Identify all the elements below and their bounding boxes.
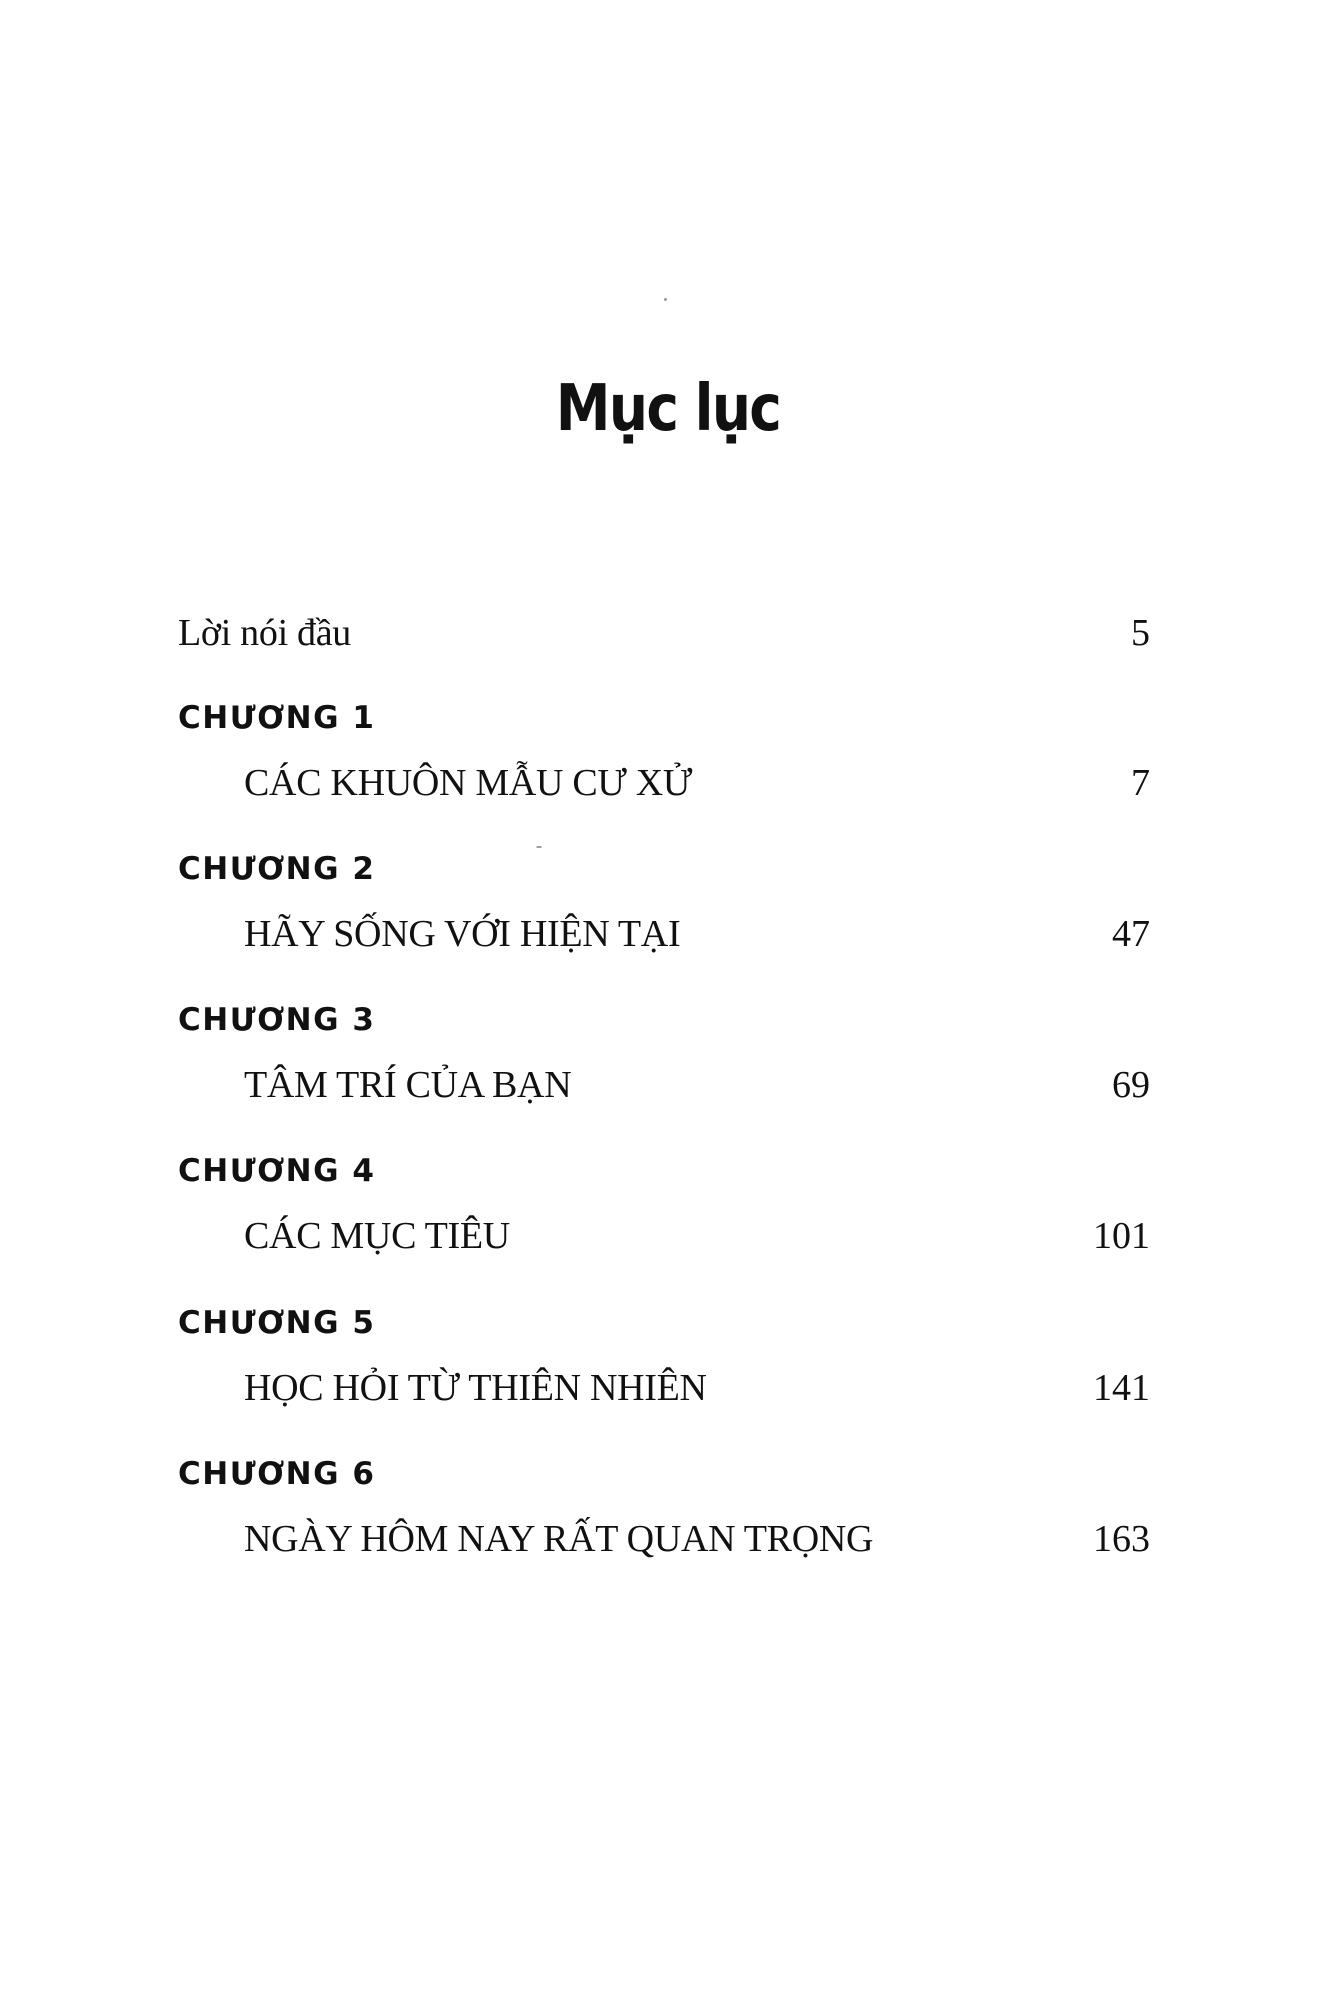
scan-speck	[664, 298, 667, 301]
preface-label: Lời nói đầu	[178, 612, 351, 654]
chapter-title: NGÀY HÔM NAY RẤT QUAN TRỌNG	[244, 1518, 874, 1560]
chapter-heading: CHƯƠNG 1	[178, 700, 376, 736]
toc-entry-chapter-2	[244, 909, 1150, 959]
chapter-page-number: 101	[1093, 1215, 1150, 1257]
chapter-heading: CHƯƠNG 2	[178, 851, 376, 887]
toc-entry-chapter-1	[244, 758, 1150, 808]
toc-entry-chapter-5	[244, 1363, 1150, 1413]
chapter-page-number: 7	[1131, 762, 1150, 804]
toc-entry-preface	[178, 608, 1150, 658]
chapter-title: CÁC KHUÔN MẪU CƯ XỬ	[244, 762, 693, 804]
chapter-page-number: 163	[1093, 1518, 1150, 1560]
chapter-heading: CHƯƠNG 6	[178, 1456, 376, 1492]
chapter-title: HỌC HỎI TỪ THIÊN NHIÊN	[244, 1367, 707, 1409]
chapter-heading: CHƯƠNG 5	[178, 1305, 376, 1341]
chapter-title: HÃY SỐNG VỚI HIỆN TẠI	[244, 913, 681, 955]
chapter-title: CÁC MỤC TIÊU	[244, 1215, 510, 1257]
toc-entry-chapter-4	[244, 1211, 1150, 1261]
chapter-title: TÂM TRÍ CỦA BẠN	[244, 1064, 572, 1106]
preface-page-number: 5	[1131, 612, 1150, 654]
chapter-heading: CHƯƠNG 4	[178, 1153, 376, 1189]
chapter-page-number: 47	[1112, 913, 1150, 955]
chapter-heading: CHƯƠNG 3	[178, 1002, 376, 1038]
scan-speck	[536, 846, 542, 848]
toc-entry-chapter-3	[244, 1060, 1150, 1110]
toc-entry-chapter-6	[244, 1514, 1150, 1564]
chapter-page-number: 141	[1093, 1367, 1150, 1409]
chapter-page-number: 69	[1112, 1064, 1150, 1106]
page-title: Mục lục	[555, 372, 781, 446]
